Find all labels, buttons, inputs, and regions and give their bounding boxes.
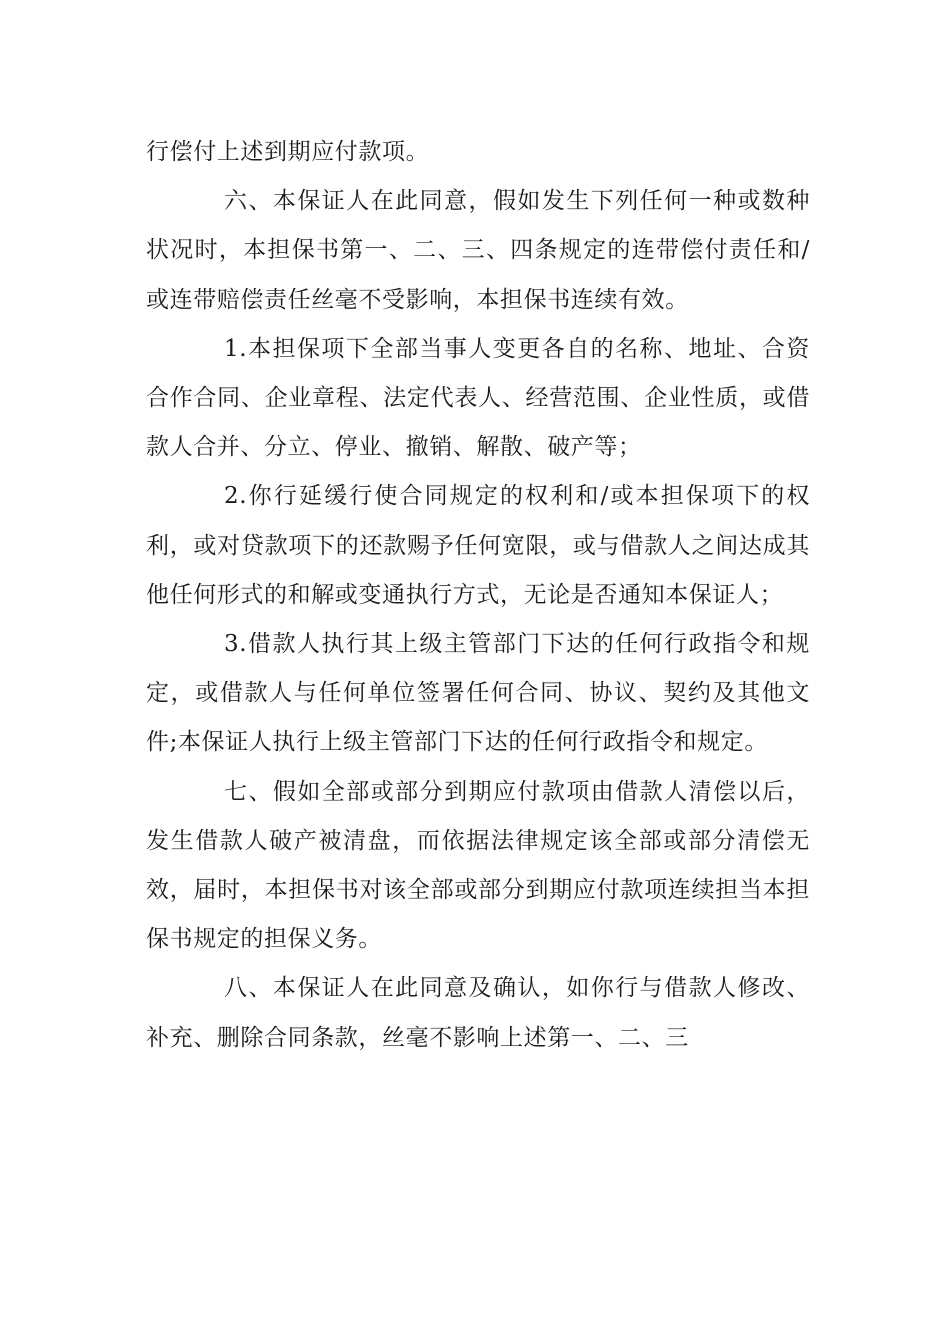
paragraph-item-3: 3.借款人执行其上级主管部门下达的任何行政指令和规定，或借款人与任何单位签署任何合同、协议、契约及其他文件;本保证人执行上级主管部门下达的任何行政指令和规定。: [146, 631, 810, 756]
paragraph-continuation: 行偿付上述到期应付款项。: [146, 139, 430, 165]
paragraph-clause-6: 六、本保证人在此同意，假如发生下列任何一种或数种状况时，本担保书第一、二、三、四条规定的连带偿付责任和/或连带赔偿责任丝毫不受影响，本担保书连续有效。: [146, 188, 810, 313]
paragraph-clause-7: 七、假如全部或部分到期应付款项由借款人清偿以后，发生借款人破产被清盘，而依据法律规定该全部或部分清偿无效，届时，本担保书对该全部或部分到期应付款项连续担当本担保书规定的担保义务。: [146, 778, 810, 953]
document-body: [146, 128, 810, 1063]
paragraph-clause-8: 八、本保证人在此同意及确认，如你行与借款人修改、补充、删除合同条款，丝毫不影响上述第一、二、三: [146, 975, 810, 1051]
paragraph-item-1: 1.本担保项下全部当事人变更各自的名称、地址、合资合作合同、企业章程、法定代表人、经营范围、企业性质，或借款人合并、分立、停业、撤销、解散、破产等；: [146, 335, 810, 461]
paragraph-item-2: 2.你行延缓行使合同规定的权利和/或本担保项下的权利，或对贷款项下的还款赐予任何宽限，或与借款人之间达成其他任何形式的和解或变通执行方式，无论是否通知本保证人；: [146, 483, 810, 608]
